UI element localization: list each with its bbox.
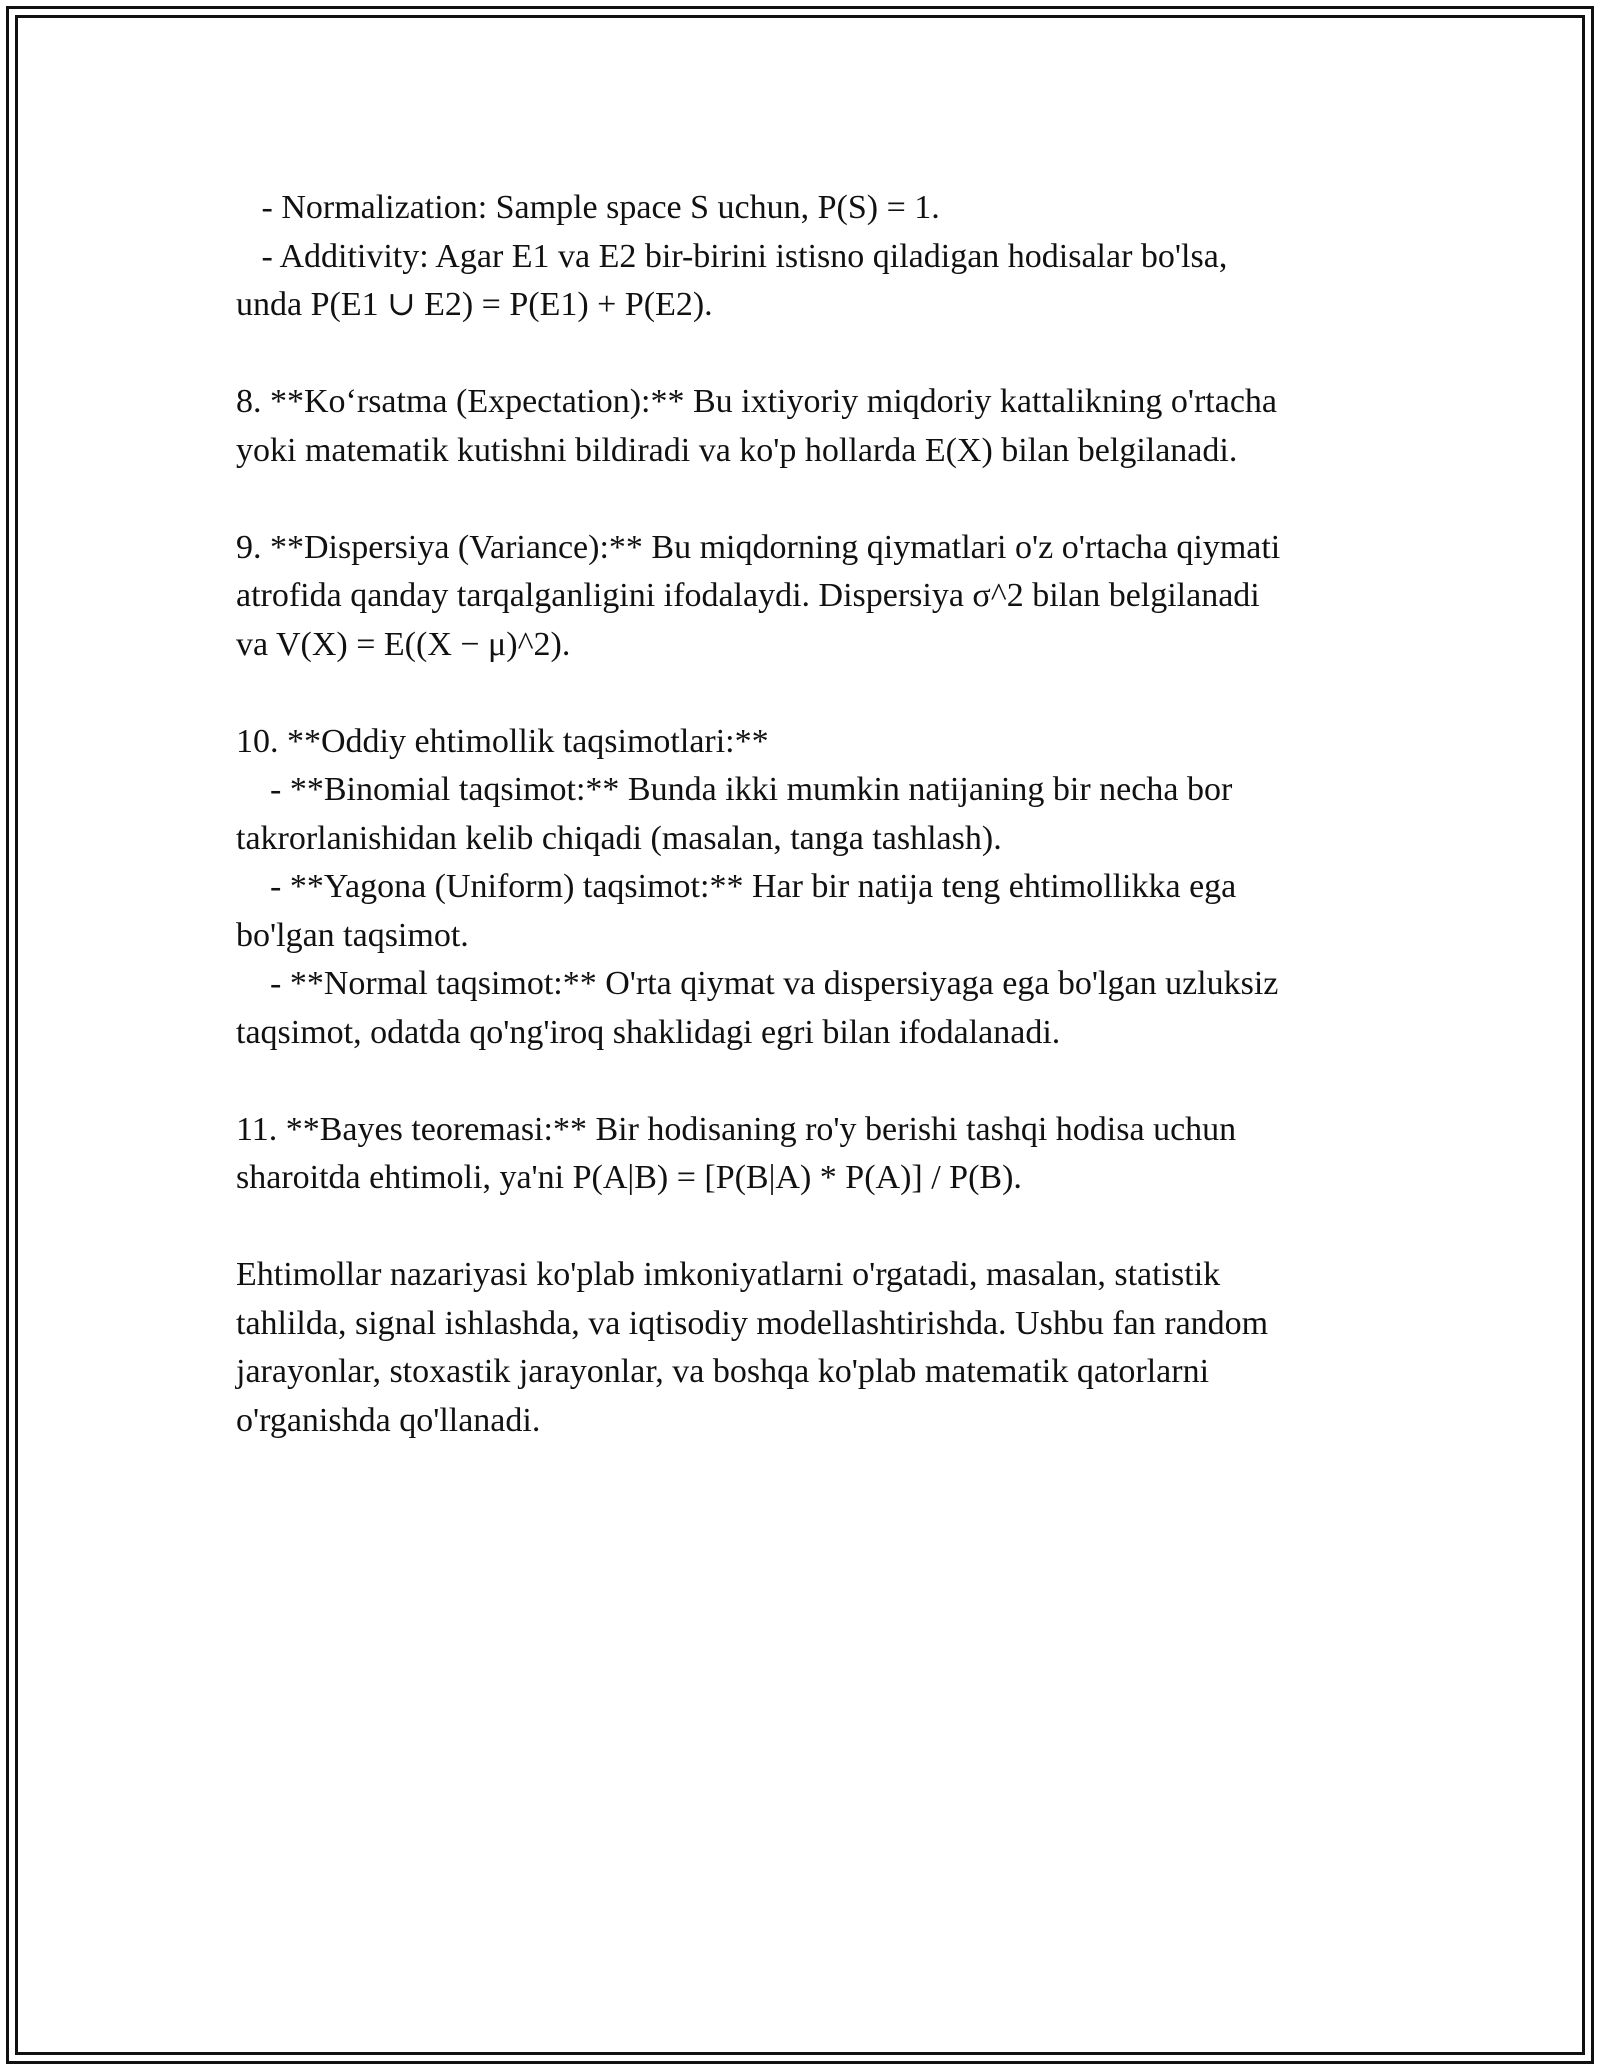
variance-line-2: atrofida qanday tarqalganligini ifodalaydi. Dispersiya σ^2 bilan belgilanadi bbox=[236, 577, 1260, 614]
additivity-line: - Additivity: Agar E1 va E2 bir-birini istisno qiladigan hodisalar bo'lsa, bbox=[236, 237, 1228, 275]
additivity-line-continued: unda P(E1 ∪ E2) = P(E1) + P(E2). bbox=[236, 286, 713, 323]
uniform-line-1: - **Yagona (Uniform) taqsimot:** Har bir natija teng ehtimollikka ega bbox=[236, 868, 1237, 905]
expectation-line-1: 8. **Ko‘rsatma (Expectation):** Bu ixtiyoriy miqdoriy kattalikning o'rtacha bbox=[236, 383, 1278, 420]
uniform-line-2: bo'lgan taqsimot. bbox=[236, 916, 469, 954]
paragraph-gap bbox=[236, 1203, 1386, 1252]
document-body bbox=[236, 184, 1386, 1445]
bayes-line-2: sharoitda ehtimoli, ya'ni P(A|B) = [P(B|A) * P(A)] / P(B). bbox=[236, 1159, 1022, 1196]
axioms-continued-paragraph bbox=[236, 184, 1386, 330]
conclusion-paragraph bbox=[236, 1251, 1386, 1445]
bayes-paragraph bbox=[236, 1106, 1386, 1203]
paragraph-gap bbox=[236, 475, 1386, 524]
paragraph-gap bbox=[236, 669, 1386, 718]
conclusion-line-4: o'rganishda qo'llanadi. bbox=[236, 1401, 541, 1439]
bayes-line-1: 11. **Bayes teoremasi:** Bir hodisaning ro'y berishi tashqi hodisa uchun bbox=[236, 1110, 1237, 1148]
variance-line-1: 9. **Dispersiya (Variance):** Bu miqdorning qiymatlari o'z o'rtacha qiymati bbox=[236, 528, 1281, 566]
normal-line-2: taqsimot, odatda qo'ng'iroq shaklidagi egri bilan ifodalanadi. bbox=[236, 1013, 1061, 1051]
normal-line-1: - **Normal taqsimot:** O'rta qiymat va dispersiyaga ega bo'lgan uzluksiz bbox=[236, 965, 1279, 1002]
conclusion-line-2: tahlilda, signal ishlashda, va iqtisodiy modellashtirishda. Ushbu fan random bbox=[236, 1304, 1269, 1342]
expectation-line-2: yoki matematik kutishni bildiradi va ko'p hollarda E(X) bilan belgilanadi. bbox=[236, 431, 1238, 469]
distributions-heading-line: 10. **Oddiy ehtimollik taqsimotlari:** bbox=[236, 722, 769, 760]
distributions-paragraph bbox=[236, 718, 1386, 1058]
binomial-line-2: takrorlanishidan kelib chiqadi (masalan, tanga tashlash). bbox=[236, 819, 1002, 857]
conclusion-line-3: jarayonlar, stoxastik jarayonlar, va boshqa ko'plab matematik qatorlarni bbox=[236, 1353, 1210, 1390]
paragraph-gap bbox=[236, 1057, 1386, 1106]
expectation-paragraph bbox=[236, 378, 1386, 475]
variance-line-3: va V(X) = E((X − μ)^2). bbox=[236, 625, 571, 663]
conclusion-line-1: Ehtimollar nazariyasi ko'plab imkoniyatlarni o'rgatadi, masalan, statistik bbox=[236, 1256, 1221, 1293]
binomial-line-1: - **Binomial taqsimot:** Bunda ikki mumkin natijaning bir necha bor bbox=[236, 771, 1233, 808]
variance-paragraph bbox=[236, 524, 1386, 670]
normalization-line: - Normalization: Sample space S uchun, P(S) = 1. bbox=[236, 189, 940, 226]
paragraph-gap bbox=[236, 330, 1386, 379]
